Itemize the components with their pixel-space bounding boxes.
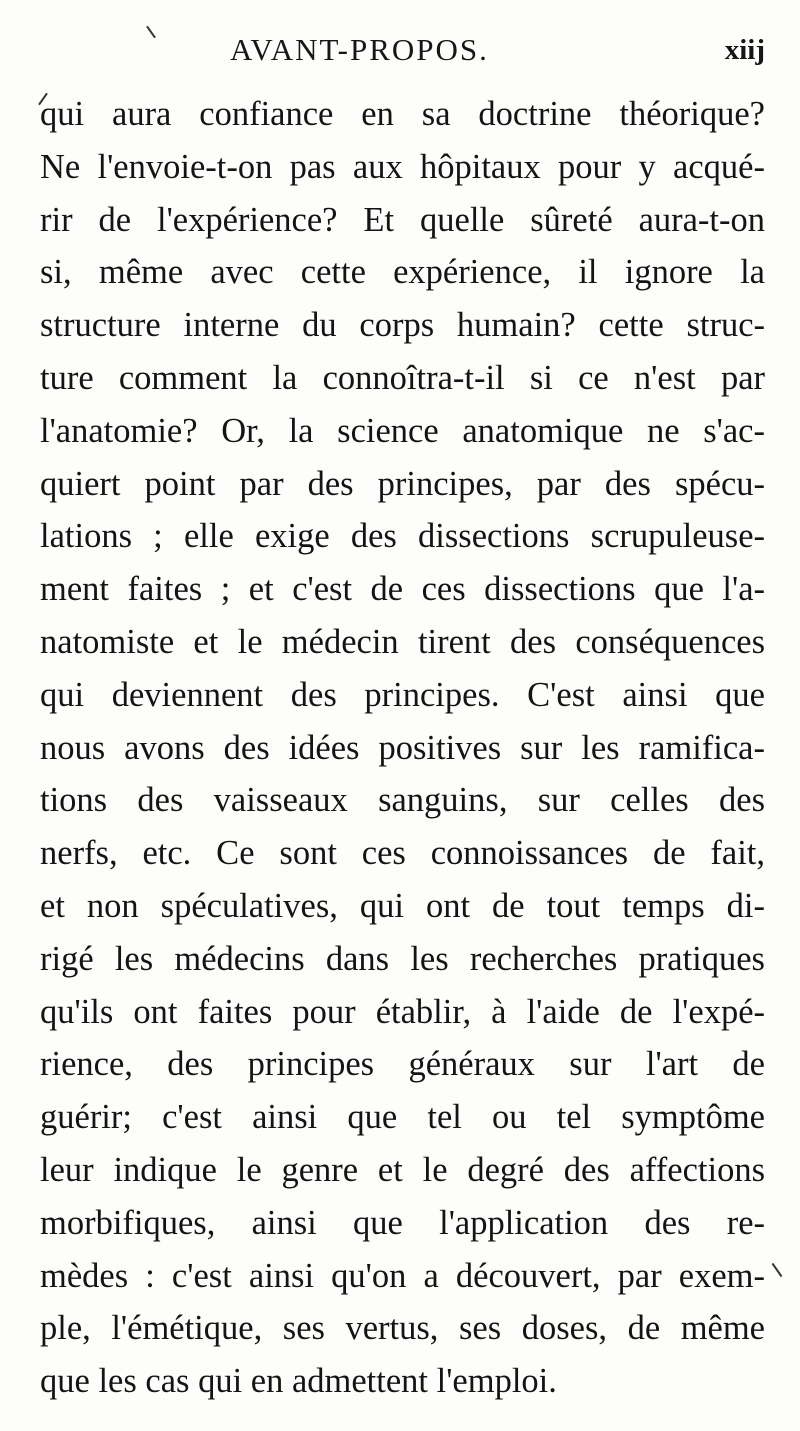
text-line: ment faites ; et c'est de ces dissections que l'a- — [40, 570, 765, 609]
text-line: leur indique le genre et le degré des affections — [40, 1150, 765, 1189]
text-line: qui deviennent des principes. C'est ainsi que — [40, 675, 765, 714]
text-line: natomiste et le médecin tirent des conséquences — [40, 622, 765, 661]
text-line: nerfs, etc. Ce sont ces connoissances de fait, — [40, 834, 765, 873]
page-number: xiij — [724, 34, 765, 66]
text-line: nous avons des idées positives sur les ramifica- — [40, 728, 765, 767]
text-line: morbifiques, ainsi que l'application des re- — [40, 1203, 765, 1242]
text-line: structure interne du corps humain? cette struc- — [40, 306, 765, 345]
text-line: et non spéculatives, qui ont de tout temps di- — [40, 886, 765, 925]
text-line: tions des vaisseaux sanguins, sur celles des — [40, 781, 765, 820]
running-head: AVANT-PROPOS. — [230, 32, 489, 67]
text-line: ture comment la connoîtra-t-il si ce n'est par — [40, 358, 765, 397]
text-line: qui aura confiance en sa doctrine théorique? — [40, 95, 765, 133]
text-line: rience, des principes généraux sur l'art de — [40, 1045, 765, 1084]
text-line: si, même avec cette expérience, il ignore la — [40, 253, 765, 292]
text-line: rigé les médecins dans les recherches pratiques — [40, 939, 765, 978]
text-line: Ne l'envoie-t-on pas aux hôpitaux pour y acqué- — [40, 147, 765, 186]
text-line: guérir; c'est ainsi que tel ou tel symptôme — [40, 1098, 765, 1137]
text-line: mèdes : c'est ainsi qu'on a découvert, par exem- — [40, 1256, 765, 1295]
text-line: quiert point par des principes, par des spécu- — [40, 464, 765, 503]
text-line: que les cas qui en admettent l'emploi. — [40, 1362, 557, 1401]
margin-mark — [772, 1263, 783, 1277]
text-line: lations ; elle exige des dissections scrupuleuse- — [40, 517, 765, 556]
page-header — [40, 32, 765, 82]
text-line: qu'ils ont faites pour établir, à l'aide de l'expé- — [40, 992, 765, 1031]
text-line: rir de l'expérience? Et quelle sûreté aura-t-on — [40, 200, 765, 239]
body-text — [40, 88, 765, 1408]
text-line: ple, l'émétique, ses vertus, ses doses, de même — [40, 1309, 765, 1348]
text-line: l'anatomie? Or, la science anatomique ne s'ac- — [40, 411, 765, 450]
